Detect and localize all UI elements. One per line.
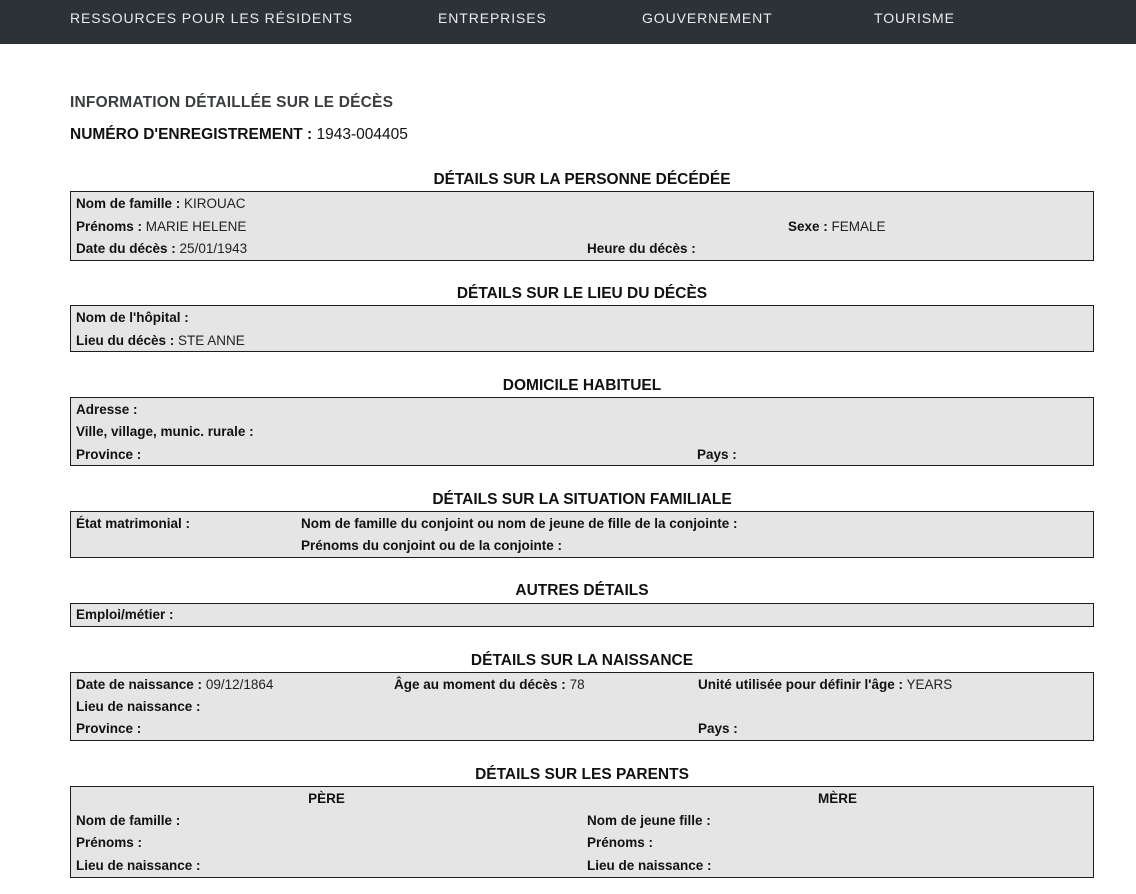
- field-label: Lieu de naissance :: [587, 858, 712, 873]
- residence-panel: [70, 397, 1094, 466]
- field-label: Prénoms :: [76, 219, 143, 234]
- field-label: Ville, village, munic. rurale :: [76, 424, 254, 439]
- field-label: Nom de famille du conjoint ou nom de jeune de fille de la conjointe :: [301, 516, 738, 531]
- field-birth-place: [76, 699, 201, 715]
- field-label: Lieu de naissance :: [76, 699, 201, 714]
- nav-link-tourism[interactable]: TOURISME: [874, 10, 955, 26]
- parents-panel: [70, 786, 1094, 878]
- registration-number-label: NUMÉRO D'ENREGISTREMENT :: [70, 126, 313, 143]
- page-title: INFORMATION DÉTAILLÉE SUR LE DÉCÈS: [70, 94, 394, 111]
- field-label: Nom de l'hôpital :: [76, 310, 189, 325]
- field-death-location: [76, 333, 245, 349]
- section-heading-other: AUTRES DÉTAILS: [515, 582, 649, 599]
- field-label: Prénoms :: [587, 835, 654, 850]
- field-occupation: [76, 607, 174, 623]
- deceased-details-panel: [70, 191, 1094, 261]
- section-heading-deceased: DÉTAILS SUR LA PERSONNE DÉCÉDÉE: [433, 171, 731, 188]
- field-label: Sexe :: [788, 219, 828, 234]
- field-label: Âge au moment du décès :: [394, 677, 566, 692]
- field-father-surname: [76, 813, 180, 829]
- section-heading-birth: DÉTAILS SUR LA NAISSANCE: [470, 652, 694, 669]
- field-surname: [76, 196, 246, 212]
- field-value: 25/01/1943: [179, 241, 248, 256]
- field-label: Adresse :: [76, 402, 138, 417]
- field-label: Emploi/métier :: [76, 607, 174, 622]
- field-label: Heure du décès :: [587, 241, 696, 256]
- field-label: Date du décès :: [76, 241, 176, 256]
- field-label: Lieu du décès :: [76, 333, 175, 348]
- field-mother-given-names: [587, 835, 653, 851]
- field-spouse-given-names: [301, 538, 562, 554]
- field-age-at-death: [394, 677, 585, 693]
- field-country: [697, 447, 737, 463]
- field-label: Nom de jeune fille :: [587, 813, 711, 828]
- field-marital-status: [76, 516, 190, 532]
- nav-link-residents[interactable]: RESSOURCES POUR LES RÉSIDENTS: [70, 10, 353, 26]
- registration-number: [70, 126, 408, 144]
- registration-number-value: 1943-004405: [316, 126, 408, 143]
- field-province: [76, 447, 141, 463]
- field-label: Prénoms du conjoint ou de la conjointe :: [301, 538, 563, 553]
- field-birth-province: [76, 721, 141, 737]
- field-label: Nom de famille :: [76, 813, 181, 828]
- field-city: [76, 424, 254, 440]
- field-address: [76, 402, 138, 418]
- field-death-time: [587, 241, 696, 257]
- field-label: Unité utilisée pour définir l'âge :: [698, 677, 903, 692]
- section-heading-family: DÉTAILS SUR LA SITUATION FAMILIALE: [432, 491, 732, 508]
- top-navigation-bar: [0, 0, 1136, 44]
- field-birth-country: [698, 721, 738, 737]
- field-spouse-surname: [301, 516, 738, 532]
- field-father-given-names: [76, 835, 142, 851]
- field-age-unit: [698, 677, 952, 693]
- field-mother-birthplace: [587, 858, 712, 874]
- nav-link-business[interactable]: ENTREPRISES: [438, 10, 547, 26]
- field-label: Pays :: [697, 447, 737, 462]
- birth-details-panel: [70, 672, 1094, 741]
- field-hospital: [76, 310, 189, 326]
- section-heading-place-of-death: DÉTAILS SUR LE LIEU DU DÉCÈS: [456, 285, 708, 302]
- field-label: Nom de famille :: [76, 196, 181, 211]
- father-column-heading: PÈRE: [308, 791, 345, 806]
- field-sex: [788, 219, 886, 235]
- field-value: MARIE HELENE: [145, 219, 247, 234]
- field-value: YEARS: [906, 677, 953, 692]
- field-value: KIROUAC: [184, 196, 246, 211]
- field-label: Prénoms :: [76, 835, 143, 850]
- field-label: Lieu de naissance :: [76, 858, 201, 873]
- place-of-death-panel: [70, 305, 1094, 352]
- field-value: 78: [569, 677, 585, 692]
- nav-link-government[interactable]: GOUVERNEMENT: [642, 10, 773, 26]
- section-heading-parents: DÉTAILS SUR LES PARENTS: [475, 766, 689, 783]
- field-given-names: [76, 219, 246, 235]
- section-heading-residence: DOMICILE HABITUEL: [502, 377, 662, 394]
- field-value: STE ANNE: [178, 333, 245, 348]
- field-father-birthplace: [76, 858, 201, 874]
- mother-column-heading: MÈRE: [817, 791, 857, 806]
- field-value: FEMALE: [831, 219, 886, 234]
- field-value: 09/12/1864: [205, 677, 274, 692]
- field-label: Province :: [76, 721, 142, 736]
- field-label: Pays :: [698, 721, 738, 736]
- family-panel: [70, 511, 1094, 558]
- field-label: État matrimonial :: [76, 516, 191, 531]
- other-details-panel: [70, 603, 1094, 627]
- field-label: Date de naissance :: [76, 677, 203, 692]
- field-label: Province :: [76, 447, 142, 462]
- field-birth-date: [76, 677, 273, 693]
- field-death-date: [76, 241, 247, 257]
- field-mother-maiden-name: [587, 813, 711, 829]
